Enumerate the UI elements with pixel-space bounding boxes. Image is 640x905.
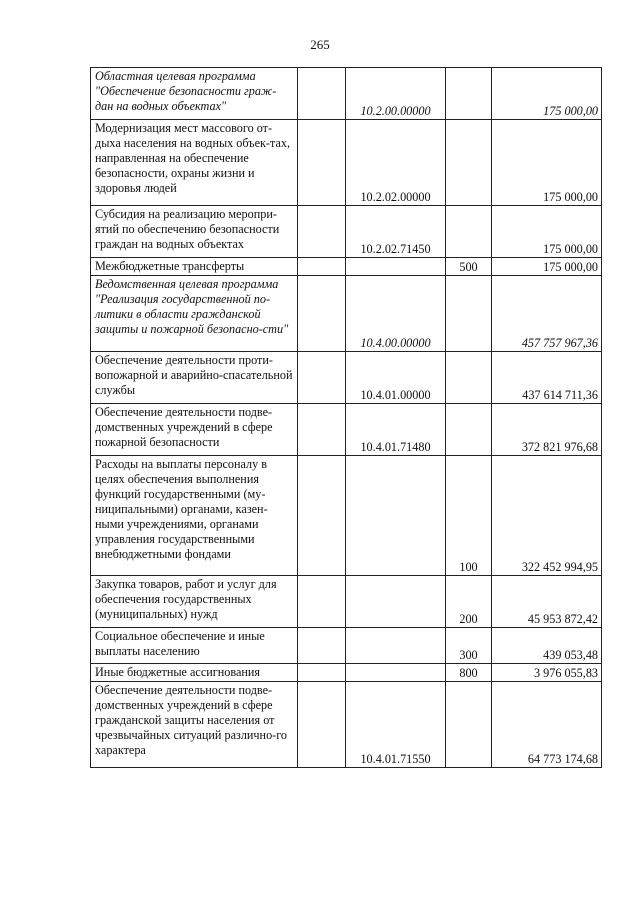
table-row [91,682,602,768]
amount: 175 000,00 [492,206,602,258]
row-name: Расходы на выплаты персоналу в целях обеспечения выполнения функций государственными (му-ниципальными) органами, казен-ными учреждениями, органами управления государственными внебюджетными фондами [91,456,298,576]
empty-cell [298,276,346,352]
table-row [91,628,602,664]
empty-cell [298,682,346,768]
expense-type-code [446,206,492,258]
amount: 175 000,00 [492,120,602,206]
row-name: Обеспечение деятельности подве-домственных учреждений в сфере гражданской защиты населения от чрезвычайных ситуаций различно-го характера [91,682,298,768]
empty-cell [298,628,346,664]
amount: 322 452 994,95 [492,456,602,576]
expense-type-code: 200 [446,576,492,628]
table-row [91,352,602,404]
target-article-code: 10.2.02.71450 [346,206,446,258]
table-row [91,206,602,258]
target-article-code: 10.4.01.00000 [346,352,446,404]
amount: 437 614 711,36 [492,352,602,404]
empty-cell [298,206,346,258]
row-name: Закупка товаров, работ и услуг для обеспечения государственных (муниципальных) нужд [91,576,298,628]
expense-type-code [446,404,492,456]
expense-type-code [446,352,492,404]
empty-cell [298,120,346,206]
row-name: Обеспечение деятельности проти-вопожарной и аварийно-спасательной службы [91,352,298,404]
target-article-code [346,258,446,276]
table-row [91,276,602,352]
table-row [91,120,602,206]
table-row [91,456,602,576]
row-name: Обеспечение деятельности подве-домственных учреждений в сфере пожарной безопасности [91,404,298,456]
target-article-code: 10.2.00.00000 [346,68,446,120]
empty-cell [298,404,346,456]
row-name: Субсидия на реализацию меропри-ятий по обеспечению безопасности граждан на водных объектах [91,206,298,258]
row-name: Ведомственная целевая программа "Реализация государственной по-литики в области гражданской защиты и пожарной безопасно-сти" [91,276,298,352]
page-number: 265 [310,37,330,52]
expense-type-code [446,120,492,206]
row-name: Межбюджетные трансферты [91,258,298,276]
empty-cell [298,456,346,576]
expense-type-code: 300 [446,628,492,664]
amount: 175 000,00 [492,68,602,120]
amount: 64 773 174,68 [492,682,602,768]
budget-table-body [91,68,602,768]
empty-cell [298,352,346,404]
amount: 372 821 976,68 [492,404,602,456]
amount: 439 053,48 [492,628,602,664]
target-article-code: 10.2.02.00000 [346,120,446,206]
expense-type-code: 500 [446,258,492,276]
empty-cell [298,68,346,120]
expense-type-code [446,68,492,120]
amount: 457 757 967,36 [492,276,602,352]
amount: 3 976 055,83 [492,664,602,682]
expense-type-code [446,682,492,768]
empty-cell [298,664,346,682]
row-name: Социальное обеспечение и иные выплаты населению [91,628,298,664]
amount: 45 953 872,42 [492,576,602,628]
table-row [91,258,602,276]
empty-cell [298,576,346,628]
table-row [91,404,602,456]
table-row [91,68,602,120]
row-name: Областная целевая программа "Обеспечение безопасности граж-дан на водных объектах" [91,68,298,120]
target-article-code [346,456,446,576]
target-article-code: 10.4.01.71480 [346,404,446,456]
row-name: Модернизация мест массового от-дыха населения на водных объек-тах, направленная на обеспечение безопасности, охраны жизни и здоровья людей [91,120,298,206]
target-article-code [346,664,446,682]
empty-cell [298,258,346,276]
expense-type-code: 800 [446,664,492,682]
table-row [91,576,602,628]
target-article-code [346,576,446,628]
amount: 175 000,00 [492,258,602,276]
target-article-code [346,628,446,664]
expense-type-code: 100 [446,456,492,576]
target-article-code: 10.4.00.00000 [346,276,446,352]
target-article-code: 10.4.01.71550 [346,682,446,768]
table-row [91,664,602,682]
budget-table [90,67,602,768]
row-name: Иные бюджетные ассигнования [91,664,298,682]
expense-type-code [446,276,492,352]
